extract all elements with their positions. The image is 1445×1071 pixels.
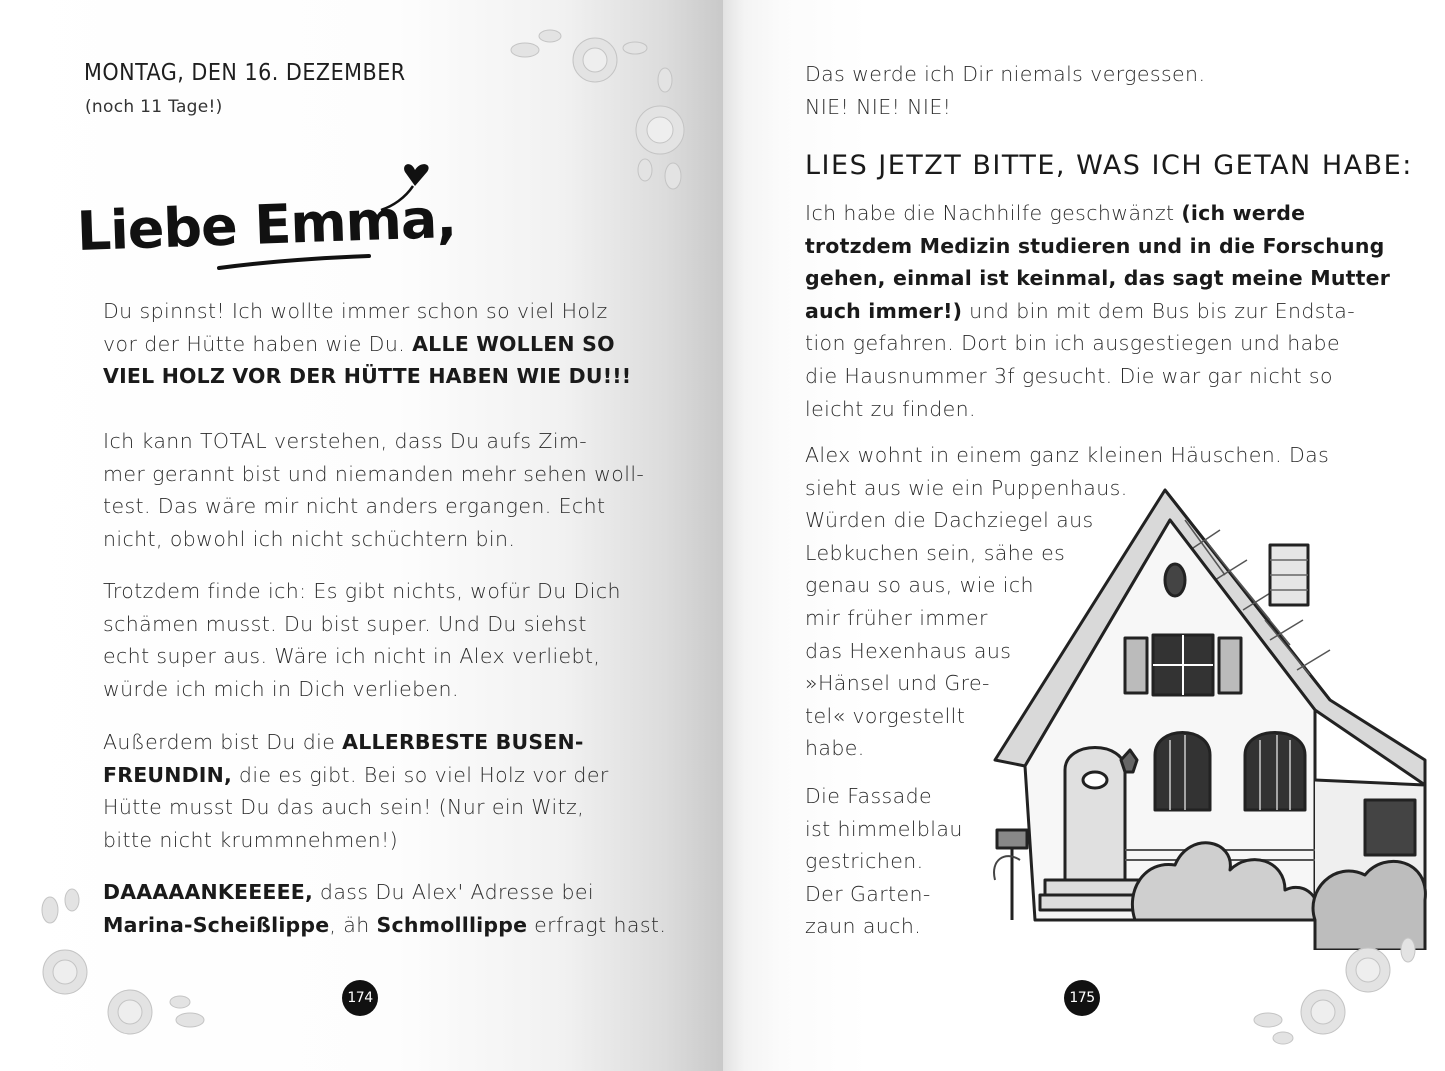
- text-line: NIE! NIE! NIE!: [805, 94, 952, 119]
- left-paragraph-4: [103, 726, 693, 856]
- left-paragraph-3: [103, 575, 693, 705]
- text-line: »Hänsel und Gre-: [805, 671, 990, 696]
- rose-ornament-bottom: [20, 880, 220, 1050]
- text-line: leicht zu finden.: [805, 396, 976, 421]
- bold-text: Schmolllippe: [376, 912, 528, 937]
- page-number-right: 175: [1064, 980, 1100, 1016]
- right-paragraph-1: [805, 197, 1425, 425]
- bold-text: ALLE WOLLEN SO: [412, 331, 615, 356]
- text-line: Lebkuchen sein, sähe es: [805, 540, 1066, 565]
- text-span: erfragt hast.: [534, 912, 667, 937]
- text-line: [805, 230, 1425, 263]
- text-span: , äh: [329, 912, 370, 937]
- text-line: bitte nicht krummnehmen!): [103, 827, 399, 852]
- left-paragraph-2: [103, 425, 693, 555]
- text-line: [103, 759, 693, 792]
- text-line: mer gerannt bist und niemanden mehr sehen woll-: [103, 461, 645, 486]
- text-line: zaun auch.: [805, 914, 922, 939]
- text-line: Würden die Dachziegel aus: [805, 508, 1094, 533]
- text-line: Das werde ich Dir niemals vergessen.: [805, 62, 1206, 86]
- text-span: vor der Hütte haben wie Du.: [103, 331, 406, 356]
- text-span: die es gibt. Bei so viel Holz vor der: [238, 762, 609, 787]
- text-span: dass Du Alex' Adresse bei: [319, 880, 594, 904]
- text-line: tel« vorgestellt: [805, 703, 966, 728]
- text-line: Alex wohnt in einem ganz kleinen Häuschen. Das: [805, 443, 1330, 467]
- text-line: genau so aus, wie ich: [805, 573, 1034, 598]
- bold-text: auch immer!): [805, 298, 963, 323]
- right-page: [723, 0, 1445, 1071]
- text-line: [805, 295, 1425, 328]
- text-line: Du spinnst! Ich wollte immer schon so viel Holz: [103, 299, 608, 323]
- bold-text: gehen, einmal ist keinmal, das sagt meine Mutter: [805, 266, 1391, 291]
- text-line: [805, 262, 1425, 295]
- text-line: habe.: [805, 736, 865, 761]
- text-line: Hütte musst Du das auch sein! (Nur ein Witz,: [103, 795, 585, 820]
- bold-text: trotzdem Medizin studieren und in die Forschung: [805, 233, 1385, 258]
- text-line: [103, 328, 693, 361]
- text-line: test. Das wäre mir nicht anders ergangen. Echt: [103, 494, 606, 519]
- greeting-name: Emma: [253, 187, 438, 257]
- right-intro: [805, 58, 1425, 123]
- text-span: Ich habe die Nachhilfe geschwänzt: [805, 201, 1175, 225]
- text-line: echt super aus. Wäre ich nicht in Alex verliebt,: [103, 644, 601, 669]
- text-line: nicht, obwohl ich nicht schüchtern bin.: [103, 526, 516, 551]
- text-line: sieht aus wie ein Puppenhaus.: [805, 475, 1128, 500]
- text-line: [103, 726, 693, 759]
- text-line: ist himmelblau: [805, 816, 963, 841]
- text-line: [103, 360, 693, 393]
- countdown-note: (noch 11 Tage!): [85, 97, 223, 117]
- left-paragraph-1: [103, 295, 693, 393]
- text-line: gestrichen.: [805, 849, 924, 874]
- text-line: Trotzdem finde ich: Es gibt nichts, wofür Du Dich: [103, 579, 621, 603]
- text-line: [805, 197, 1425, 230]
- rose-ornament-right: [1243, 920, 1433, 1060]
- text-line: das Hexenhaus aus: [805, 638, 1012, 663]
- bold-text: FREUNDIN,: [103, 762, 232, 787]
- bold-text: VIEL HOLZ VOR DER HÜTTE HABEN WIE DU!!!: [103, 364, 632, 389]
- text-span: und bin mit dem Bus bis zur Endsta-: [969, 298, 1356, 323]
- greeting-prefix: Liebe: [75, 194, 238, 263]
- text-line: Ich kann TOTAL verstehen, dass Du aufs Zim-: [103, 429, 588, 453]
- house-illustration: [985, 480, 1445, 950]
- bold-text: DAAAAANKEEEEE,: [103, 880, 313, 904]
- text-line: Die Fassade: [805, 784, 933, 808]
- text-line: die Hausnummer 3f gesucht. Die war gar nicht so: [805, 363, 1333, 388]
- bold-text: Marina-Scheißlippe: [103, 912, 330, 937]
- text-line: würde ich mich in Dich verlieben.: [103, 676, 459, 701]
- name-underline: [215, 252, 375, 274]
- greeting-suffix: ,: [435, 186, 457, 251]
- page-number-left: 174: [342, 980, 378, 1016]
- text-line: mir früher immer: [805, 605, 988, 630]
- section-heading: LIES JETZT BITTE, WAS ICH GETAN HABE:: [805, 150, 1413, 181]
- text-span: Außerdem bist Du die: [103, 730, 336, 754]
- text-line: tion gefahren. Dort bin ich ausgestiegen und habe: [805, 331, 1340, 356]
- bold-text: (ich werde: [1181, 201, 1306, 225]
- date-line: MONTAG, DEN 16. DEZEMBER: [84, 60, 406, 86]
- text-line: schämen musst. Du bist super. Und Du siehst: [103, 611, 587, 636]
- bold-text: ALLERBESTE BUSEN-: [342, 730, 584, 754]
- text-line: Der Garten-: [805, 881, 931, 906]
- rose-ornament-top: [495, 18, 705, 198]
